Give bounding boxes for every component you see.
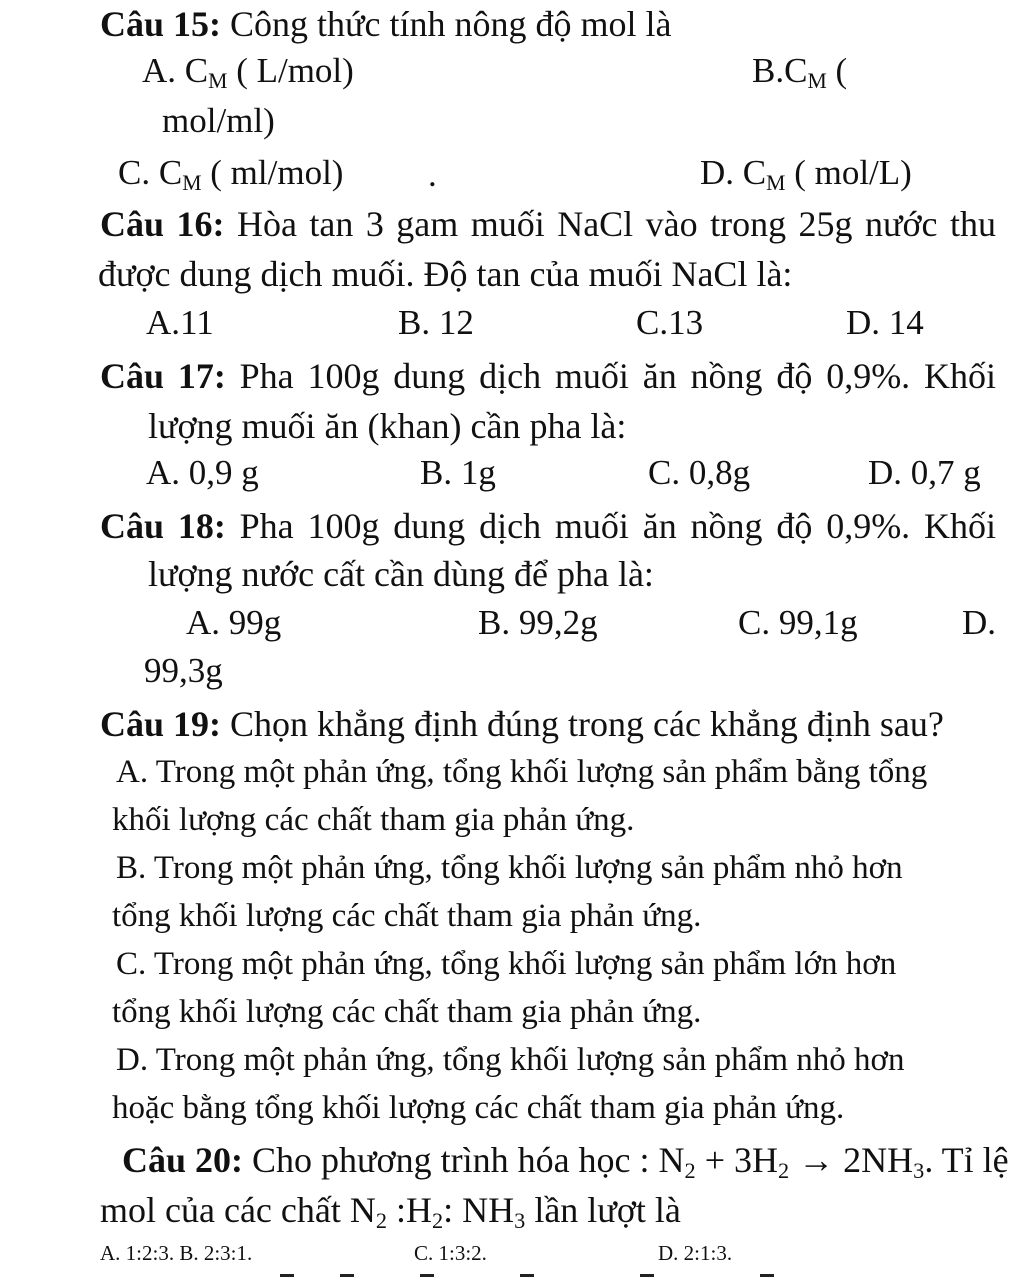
q17-label: Câu 17: [100, 356, 226, 396]
q19-option-a-line1: A. Trong một phản ứng, tổng khối lượng sản phẩm bằng tổng [116, 754, 928, 790]
q17-line2: lượng muối ăn (khan) cần pha là: [148, 406, 627, 446]
q20-label: Câu 20: [122, 1140, 244, 1180]
q15-option-c: C. $C_M$ ( ml/mol) [118, 153, 344, 196]
q15-option-d: D. $C_M$ ( mol/L) [700, 153, 912, 196]
q16-option-a: A.11 [146, 303, 214, 342]
q20-heading: Câu 20: Cho phương trình hóa học : $N_2 + 3H_2 \to 2NH_3$. Tỉ lệ [122, 1140, 1009, 1184]
q18-option-a: A. 99g [186, 603, 282, 642]
q18-line1: Câu 18: Pha 100g dung dịch muối ăn nồng độ 0,9%. Khối [100, 506, 997, 546]
q17-option-a: A. 0,9 g [146, 453, 259, 492]
q18-option-d: D. [962, 603, 997, 642]
q20-option-a-b: A. 1:2:3. B. 2:3:1. [100, 1241, 253, 1265]
q15-option-b-cont: mol/ml) [162, 101, 275, 140]
q15-option-b: $B.C_M$ ( [752, 51, 848, 94]
q18-label: Câu 18: [100, 506, 226, 546]
q16-option-d: D. 14 [846, 303, 924, 342]
q18-option-b: B. 99,2g [478, 603, 598, 642]
q18-option-d-cont: 99,3g [144, 651, 223, 690]
q17-option-b: B. 1g [420, 453, 496, 492]
q15-stray-dot: . [428, 155, 437, 194]
q20-line2: mol của các chất $N_2$ $:H_2$: $NH_3$ lần lượt là [100, 1190, 681, 1234]
q16-option-b: B. 12 [398, 303, 474, 342]
q19-option-a-line2: khối lượng các chất tham gia phản ứng. [112, 802, 635, 838]
q16-option-c: C.13 [636, 303, 704, 342]
q19-option-b-line2: tổng khối lượng các chất tham gia phản ứng. [112, 898, 702, 934]
q20-option-c: C. 1:3:2. [414, 1241, 487, 1265]
q16-line1: Câu 16: Hòa tan 3 gam muối NaCl vào trong 25g nước thu [100, 204, 996, 244]
q19-option-d-line1: D. Trong một phản ứng, tổng khối lượng sản phẩm nhỏ hơn [116, 1042, 905, 1078]
q19-label: Câu 19: [100, 704, 222, 744]
q17-line1: Câu 17: Pha 100g dung dịch muối ăn nồng độ 0,9%. Khối [100, 356, 997, 396]
q16-label: Câu 16: [100, 204, 225, 244]
q17-option-c: C. 0,8g [648, 453, 751, 492]
q19-option-d-line2: hoặc bằng tổng khối lượng các chất tham gia phản ứng. [112, 1090, 845, 1126]
q20-equation: $N_2 + 3H_2 \to 2NH_3$ [658, 1140, 925, 1184]
q15-option-a: A. $C_M$ ( L/mol) [142, 51, 354, 94]
q15-heading [100, 2, 672, 46]
q19-option-c-line1: C. Trong một phản ứng, tổng khối lượng sản phẩm lớn hơn [116, 946, 897, 982]
q19-option-c-line2: tổng khối lượng các chất tham gia phản ứng. [112, 994, 702, 1030]
q20-option-d: D. 2:1:3. [658, 1241, 733, 1265]
q15-text: Công thức tính nông độ mol là [221, 4, 672, 44]
cropped-text-fragment [0, 1268, 1024, 1280]
q16-line2: được dung dịch muối. Độ tan của muối NaCl là: [98, 254, 793, 294]
q17-option-d: D. 0,7 g [868, 453, 981, 492]
q19-option-b-line1: B. Trong một phản ứng, tổng khối lượng sản phẩm nhỏ hơn [116, 850, 903, 886]
q18-option-c: C. 99,1g [738, 603, 858, 642]
q18-line2: lượng nước cất cần dùng để pha là: [148, 554, 654, 594]
q15-label: Câu 15: [100, 4, 222, 44]
q19-heading: Câu 19: Chọn khẳng định đúng trong các khẳng định sau? [100, 704, 944, 744]
